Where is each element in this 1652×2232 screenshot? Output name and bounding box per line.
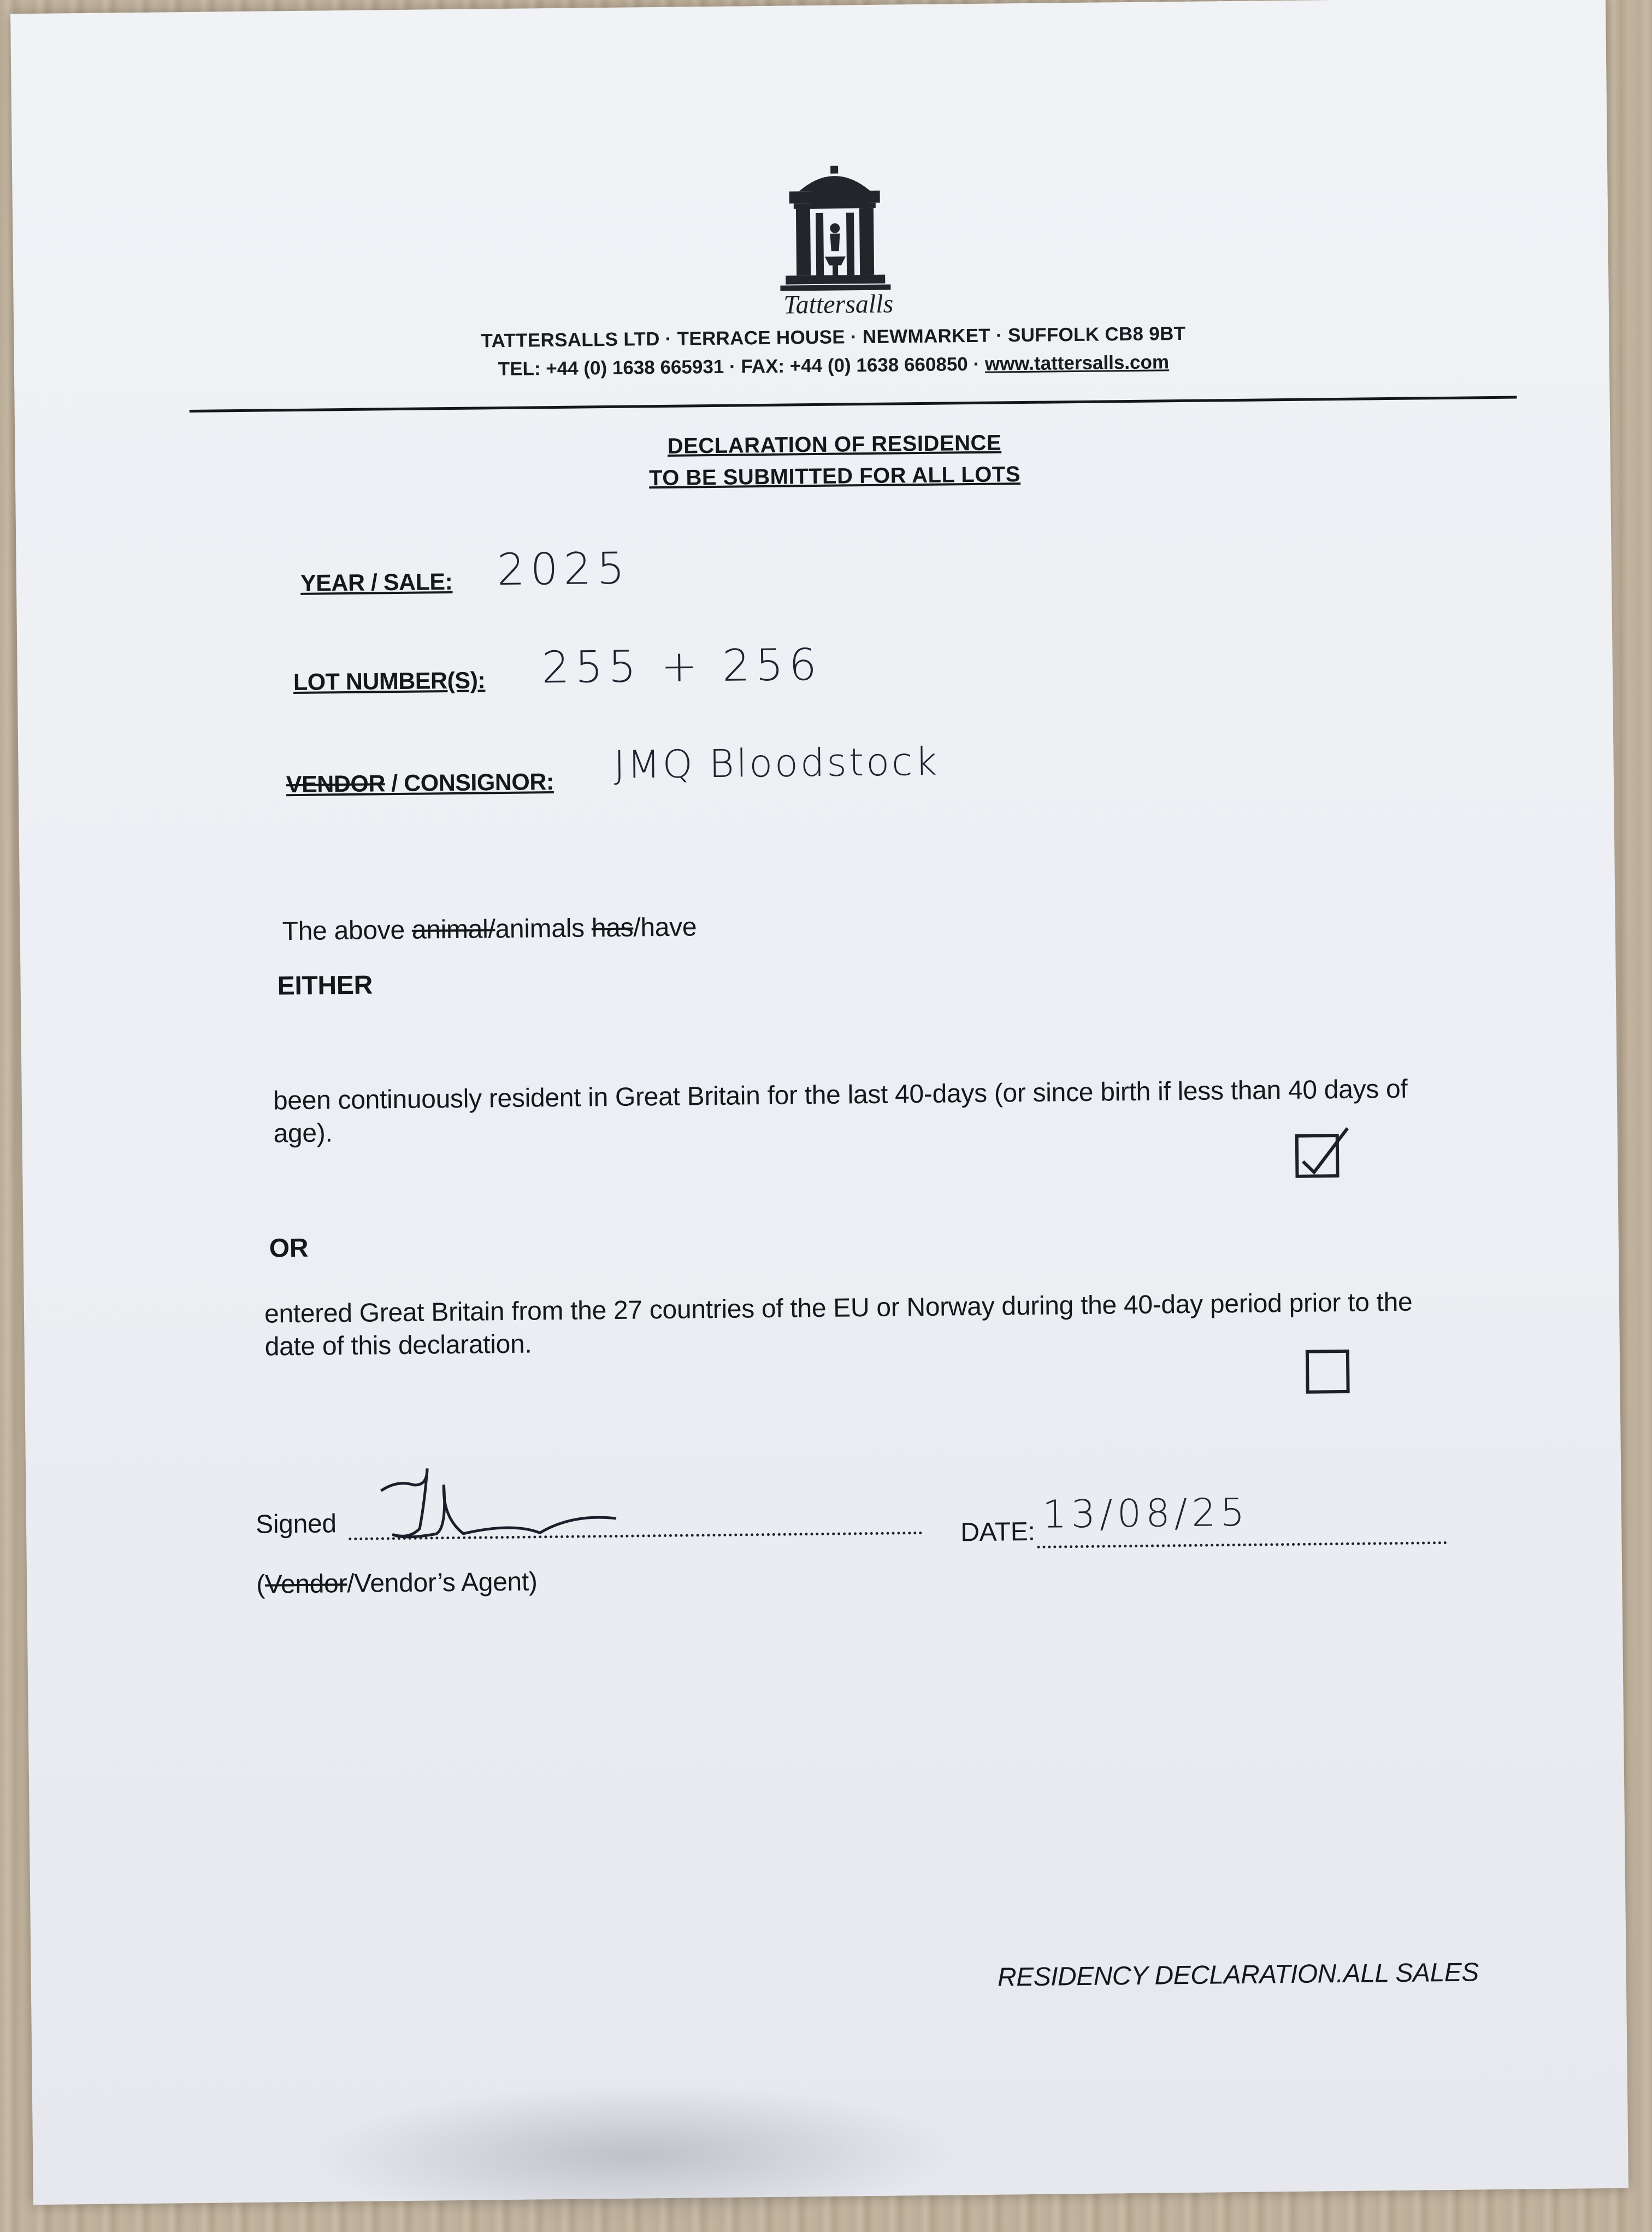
vendor-struck-label: VENDOR bbox=[286, 770, 386, 798]
intro-text-have: /have bbox=[633, 912, 697, 943]
role-open-paren: ( bbox=[256, 1570, 266, 1599]
declaration-form-sheet bbox=[10, 0, 1629, 2205]
checkmark-icon bbox=[1295, 1125, 1350, 1180]
year-sale-value[interactable]: 2025 bbox=[497, 543, 630, 596]
phone-fax: TEL: +44 (0) 1638 665931 · FAX: +44 (0) 1638 660850 · bbox=[498, 353, 986, 380]
form-footer-code: RESIDENCY DECLARATION.ALL SALES bbox=[997, 1958, 1479, 1992]
header-divider bbox=[190, 396, 1517, 413]
intro-text: The above bbox=[282, 915, 412, 946]
form-title: DECLARATION OF RESIDENCE bbox=[667, 431, 1002, 458]
option1-checkbox[interactable] bbox=[1295, 1134, 1340, 1178]
lot-numbers-label: LOT NUMBER(S): bbox=[293, 667, 486, 696]
handwritten-signature bbox=[375, 1450, 660, 1545]
signer-role bbox=[256, 1565, 538, 1601]
intro-sentence bbox=[282, 911, 697, 948]
website-link[interactable]: www.tattersalls.com bbox=[984, 351, 1170, 375]
form-subtitle: TO BE SUBMITTED FOR ALL LOTS bbox=[648, 462, 1021, 491]
date-value[interactable]: 13/08/25 bbox=[1042, 1489, 1249, 1537]
intro-struck-animal: animal/ bbox=[411, 915, 495, 945]
company-address: TATTERSALLS LTD · TERRACE HOUSE · NEWMARKET · SUFFOLK CB8 9BT bbox=[481, 322, 1186, 352]
date-line[interactable] bbox=[1037, 1541, 1447, 1548]
role-vendor-agent: /Vendor’s Agent) bbox=[346, 1567, 538, 1599]
role-struck-vendor: Vendor bbox=[264, 1569, 347, 1599]
option2-checkbox[interactable] bbox=[1306, 1350, 1350, 1394]
intro-text-animals: animals bbox=[495, 914, 592, 944]
date-label: DATE: bbox=[960, 1517, 1035, 1547]
company-contact bbox=[287, 349, 1380, 382]
consignor-label: / CONSIGNOR: bbox=[385, 769, 554, 797]
option1-text: been continuously resident in Great Britain for the last 40-days (or since birth if less than 40 days of age). bbox=[273, 1074, 1408, 1149]
lot-numbers-value[interactable]: 255 + 256 bbox=[541, 639, 823, 693]
temple-fountain-logo-icon bbox=[777, 163, 893, 296]
either-label: EITHER bbox=[277, 970, 373, 1001]
brand-name: Tattersalls bbox=[783, 289, 894, 320]
year-sale-label: YEAR / SALE: bbox=[300, 568, 453, 597]
option2-text: entered Great Britain from the 27 countries of the EU or Norway during the 40-day period prior to the date of this declaration. bbox=[264, 1287, 1413, 1362]
consignor-value[interactable]: JMQ Bloodstock bbox=[613, 739, 940, 787]
vendor-consignor-label bbox=[286, 769, 554, 798]
phone-shadow bbox=[305, 2080, 963, 2229]
signed-label: Signed bbox=[255, 1509, 337, 1539]
intro-struck-has: has bbox=[591, 913, 634, 943]
or-label: OR bbox=[269, 1233, 309, 1263]
